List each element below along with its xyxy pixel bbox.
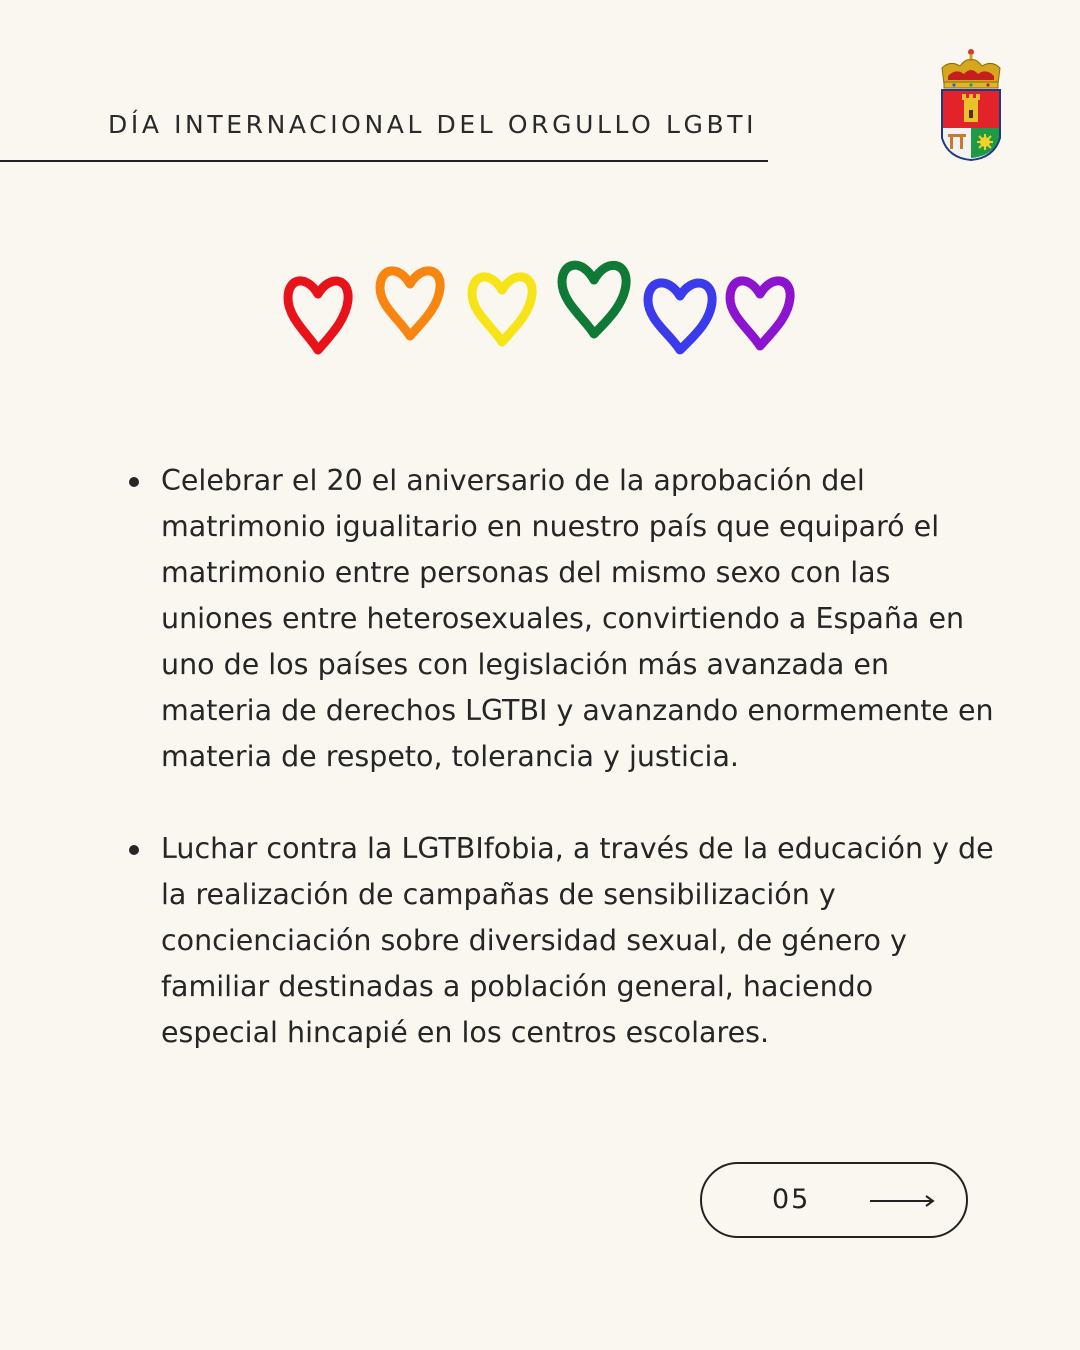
bullet-list [126,458,996,1102]
header-divider [0,160,768,162]
coat-of-arms-icon [936,46,1006,166]
list-item [126,458,996,780]
heart-green-icon [562,265,626,334]
rainbow-hearts [278,258,804,364]
list-item-text: Luchar contra la LGTBIfobia, a través de la educación y de la realización de campañas de sensibilización y concienciación sobre diversidad sexual, de género y familiar destinadas a población general, haciendo especial hincapié en los centros escolares. [161,832,994,1049]
heart-red-icon [288,281,348,350]
list-item-text: Celebrar el 20 el aniversario de la aprobación del matrimonio igualitario en nuestro país que equiparó el matrimonio entre personas del mismo sexo con las uniones entre heterosexuales, convirtiendo a España en uno de los países con legislación más avanzada en materia de derechos LGTBI y avanzando enormemente en materia de respeto, tolerancia y justicia. [161,464,994,773]
heart-yellow-icon [472,277,532,342]
page-number: 05 [772,1184,811,1215]
heart-orange-icon [380,271,440,336]
arrow-right-icon [868,1193,936,1209]
next-page-button[interactable] [700,1162,968,1238]
heart-blue-icon [648,283,712,350]
bullet-dot-icon [129,845,139,855]
bullet-dot-icon [129,477,139,487]
page-title: DÍA INTERNACIONAL DEL ORGULLO LGBTI [108,110,758,139]
list-item [126,826,996,1056]
heart-purple-icon [730,281,790,346]
